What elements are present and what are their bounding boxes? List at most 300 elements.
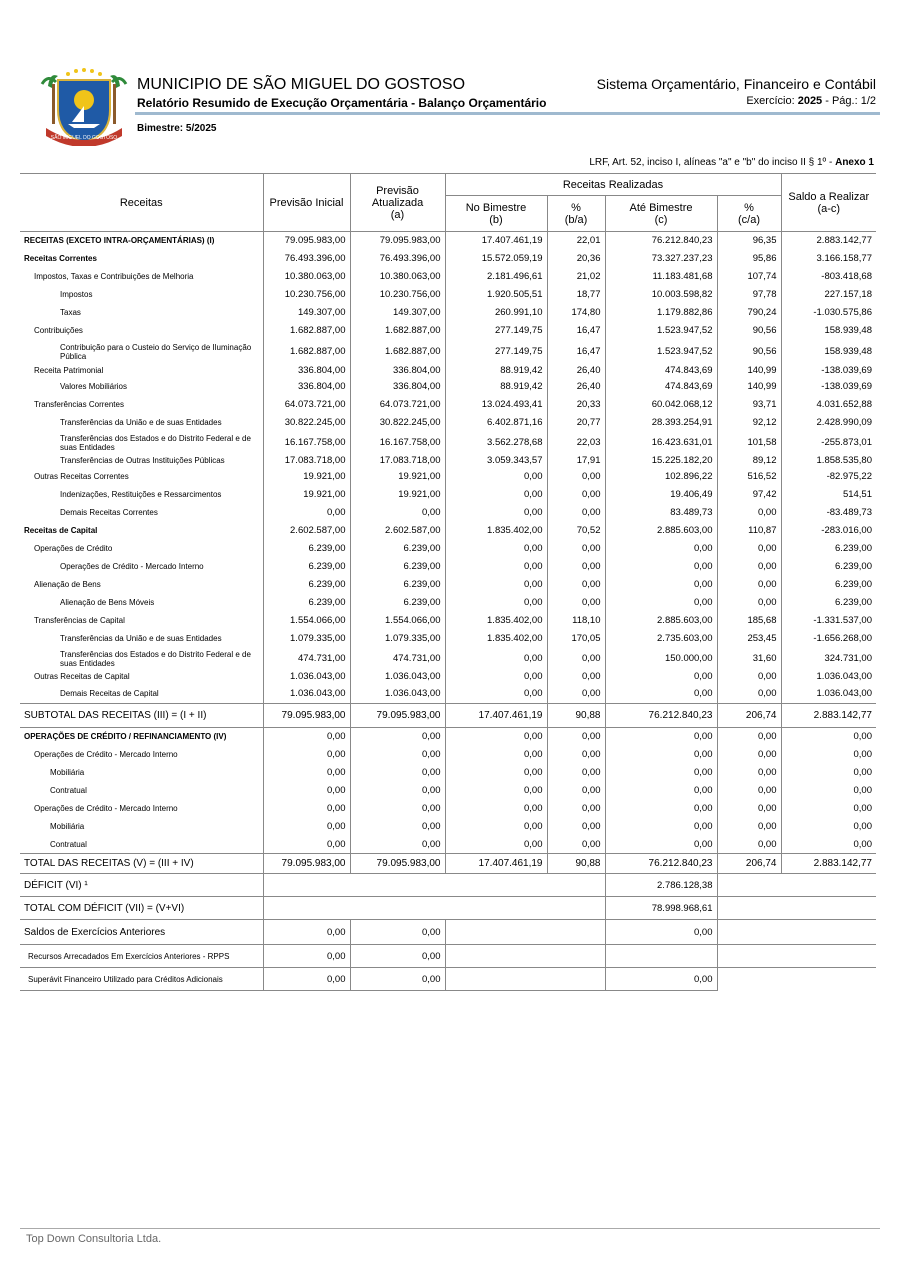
cell-pct-ba: 26,40 [547, 378, 605, 396]
cell-no-bimestre: 17.407.461,19 [445, 232, 547, 250]
table-row [20, 854, 876, 874]
table-row [20, 782, 876, 800]
row-label: Transferências dos Estados e do Distrito Federal e de suas Entidades [60, 433, 251, 452]
cell-pct-ca: 0,00 [717, 818, 781, 836]
cell-saldo: 0,00 [781, 836, 876, 854]
exercise-year: 2025 [797, 95, 823, 107]
cell-ate-bimestre: 1.179.882,86 [605, 304, 717, 322]
cell-no-bimestre: 13.024.493,41 [445, 396, 547, 414]
cell-saldo: 514,51 [781, 486, 876, 504]
cell-ate-bimestre: 11.183.481,68 [605, 268, 717, 286]
row-label: Transferências da União e de suas Entidades [60, 634, 222, 643]
cell-pct-ca: 0,00 [717, 576, 781, 594]
col-pct-ca-label: % [744, 201, 754, 214]
cell-previsao-atualizada: 10.380.063,00 [350, 268, 445, 286]
col-saldo-label: Saldo a Realizar [788, 190, 870, 203]
cell-previsao-inicial: 6.239,00 [263, 540, 350, 558]
cell-previsao-atualizada: 79.095.983,00 [350, 854, 445, 874]
cell-previsao-atualizada: 0,00 [350, 782, 445, 800]
page-indicator: - Pág.: 1/2 [822, 95, 876, 107]
col-receitas-realizadas: Receitas Realizadas [445, 174, 781, 196]
cell-saldo: 0,00 [781, 746, 876, 764]
cell-previsao-inicial: 17.083.718,00 [263, 454, 350, 468]
cell-no-bimestre: 260.991,10 [445, 304, 547, 322]
cell-previsao-atualizada: 1.682.887,00 [350, 322, 445, 340]
cell-ate-bimestre: 0,00 [605, 594, 717, 612]
cell-saldo: -803.418,68 [781, 268, 876, 286]
cell-saldo: 6.239,00 [781, 576, 876, 594]
cell-pct-ba: 90,88 [547, 704, 605, 728]
cell-no-bimestre: 0,00 [445, 728, 547, 746]
cell-pct-ca: 0,00 [717, 836, 781, 854]
cell-ate-bimestre: 0,00 [605, 728, 717, 746]
table-row [20, 268, 876, 286]
cell-saldo: -138.039,69 [781, 364, 876, 378]
cell-pct-ca: 790,24 [717, 304, 781, 322]
cell-pct-ba: 0,00 [547, 670, 605, 684]
row-label: Impostos, Taxas e Contribuições de Melhoria [34, 272, 194, 281]
cell-pct-ca: 0,00 [717, 800, 781, 818]
row-label: Mobiliária [50, 822, 85, 831]
cell-pct-ca: 90,56 [717, 322, 781, 340]
cell-previsao-atualizada: 79.095.983,00 [350, 704, 445, 728]
row-label: RECEITAS (EXCETO INTRA-ORÇAMENTÁRIAS) (I) [24, 236, 215, 246]
cell-ate-bimestre: 0,00 [605, 576, 717, 594]
cell-ate-bimestre: 0,00 [605, 670, 717, 684]
superavit-atualizada: 0,00 [350, 968, 445, 991]
table-row [20, 378, 876, 396]
row-label: Contribuições [34, 326, 83, 335]
cell-ate-bimestre: 16.423.631,01 [605, 432, 717, 454]
cell-ate-bimestre: 83.489,73 [605, 504, 717, 522]
cell-no-bimestre: 0,00 [445, 576, 547, 594]
row-label: Transferências da União e de suas Entidades [60, 418, 222, 427]
col-receitas: Receitas [20, 174, 263, 232]
col-pct-ba-label: % [571, 201, 581, 214]
cell-ate-bimestre: 2.885.603,00 [605, 612, 717, 630]
cell-previsao-atualizada: 6.239,00 [350, 540, 445, 558]
cell-previsao-atualizada: 1.554.066,00 [350, 612, 445, 630]
cell-previsao-inicial: 149.307,00 [263, 304, 350, 322]
col-previsao-inicial: Previsão Inicial [263, 174, 350, 232]
row-label: Transferências de Capital [34, 616, 125, 625]
cell-previsao-inicial: 19.921,00 [263, 468, 350, 486]
cell-previsao-inicial: 6.239,00 [263, 558, 350, 576]
budget-table [20, 173, 876, 991]
col-ate-bimestre [605, 196, 717, 232]
cell-previsao-atualizada: 1.036.043,00 [350, 670, 445, 684]
table-row [20, 800, 876, 818]
cell-previsao-atualizada: 336.804,00 [350, 378, 445, 396]
cell-pct-ba: 0,00 [547, 782, 605, 800]
cell-previsao-inicial: 6.239,00 [263, 594, 350, 612]
annex-label: Anexo 1 [835, 157, 874, 168]
cell-pct-ba: 22,03 [547, 432, 605, 454]
cell-previsao-atualizada: 6.239,00 [350, 558, 445, 576]
col-previsao-atualizada-label: Previsão Atualizada [371, 184, 424, 209]
superavit-label: Superávit Financeiro Utilizado para Créditos Adicionais [20, 968, 263, 991]
cell-pct-ca: 516,52 [717, 468, 781, 486]
cell-saldo: 2.883.142,77 [781, 232, 876, 250]
rpps-inicial: 0,00 [263, 945, 350, 968]
cell-ate-bimestre: 19.406,49 [605, 486, 717, 504]
cell-no-bimestre: 17.407.461,19 [445, 854, 547, 874]
cell-ate-bimestre: 0,00 [605, 764, 717, 782]
row-label: Receita Patrimonial [34, 366, 104, 375]
exercise-prefix: Exercício: [746, 95, 795, 107]
cell-pct-ba: 0,00 [547, 468, 605, 486]
footer-divider [20, 1228, 880, 1229]
cell-saldo: 4.031.652,88 [781, 396, 876, 414]
row-label: Outras Receitas Correntes [34, 472, 129, 481]
table-row [20, 504, 876, 522]
cell-pct-ca: 0,00 [717, 540, 781, 558]
cell-previsao-inicial: 30.822.245,00 [263, 414, 350, 432]
cell-previsao-inicial: 19.921,00 [263, 486, 350, 504]
cell-previsao-atualizada: 2.602.587,00 [350, 522, 445, 540]
cell-pct-ca: 253,45 [717, 630, 781, 648]
cell-previsao-inicial: 474.731,00 [263, 648, 350, 670]
cell-no-bimestre: 0,00 [445, 648, 547, 670]
cell-saldo: -1.331.537,00 [781, 612, 876, 630]
cell-no-bimestre: 1.835.402,00 [445, 522, 547, 540]
cell-saldo: 6.239,00 [781, 558, 876, 576]
cell-pct-ba: 16,47 [547, 322, 605, 340]
deficit-value: 2.786.128,38 [605, 874, 717, 897]
cell-previsao-atualizada: 1.036.043,00 [350, 684, 445, 704]
cell-pct-ca: 97,78 [717, 286, 781, 304]
cell-no-bimestre: 277.149,75 [445, 340, 547, 364]
cell-previsao-atualizada: 1.079.335,00 [350, 630, 445, 648]
row-label: Transferências Correntes [34, 400, 124, 409]
cell-previsao-atualizada: 30.822.245,00 [350, 414, 445, 432]
cell-pct-ca: 0,00 [717, 728, 781, 746]
col-saldo [781, 174, 876, 232]
cell-pct-ba: 170,05 [547, 630, 605, 648]
row-label: Operações de Crédito - Mercado Interno [60, 562, 204, 571]
row-label: Valores Mobiliários [60, 382, 127, 391]
table-row [20, 486, 876, 504]
cell-pct-ca: 92,12 [717, 414, 781, 432]
cell-previsao-atualizada: 0,00 [350, 728, 445, 746]
table-row [20, 684, 876, 704]
cell-previsao-inicial: 76.493.396,00 [263, 250, 350, 268]
cell-ate-bimestre: 0,00 [605, 746, 717, 764]
cell-ate-bimestre: 1.523.947,52 [605, 322, 717, 340]
cell-pct-ba: 21,02 [547, 268, 605, 286]
table-row [20, 576, 876, 594]
cell-saldo: 6.239,00 [781, 540, 876, 558]
cell-no-bimestre: 0,00 [445, 540, 547, 558]
cell-pct-ba: 20,77 [547, 414, 605, 432]
cell-pct-ba: 0,00 [547, 836, 605, 854]
row-label: Alienação de Bens [34, 580, 101, 589]
row-label: TOTAL DAS RECEITAS (V) = (III + IV) [24, 858, 194, 869]
cell-saldo: 158.939,48 [781, 322, 876, 340]
cell-previsao-inicial: 1.036.043,00 [263, 684, 350, 704]
cell-previsao-inicial: 0,00 [263, 728, 350, 746]
cell-no-bimestre: 2.181.496,61 [445, 268, 547, 286]
cell-no-bimestre: 1.920.505,51 [445, 286, 547, 304]
table-row [20, 704, 876, 728]
table-row [20, 630, 876, 648]
cell-pct-ba: 16,47 [547, 340, 605, 364]
table-row [20, 522, 876, 540]
lrf-text: LRF, Art. 52, inciso I, alíneas "a" e "b" do inciso II § 1º - [589, 157, 833, 168]
cell-previsao-atualizada: 64.073.721,00 [350, 396, 445, 414]
cell-pct-ca: 0,00 [717, 670, 781, 684]
cell-pct-ca: 31,60 [717, 648, 781, 670]
exercise-info [746, 95, 876, 107]
municipality-name: MUNICIPIO DE SÃO MIGUEL DO GOSTOSO [137, 76, 466, 93]
cell-saldo: -1.656.268,00 [781, 630, 876, 648]
cell-saldo: -283.016,00 [781, 522, 876, 540]
cell-ate-bimestre: 73.327.237,23 [605, 250, 717, 268]
cell-saldo: -82.975,22 [781, 468, 876, 486]
cell-pct-ba: 0,00 [547, 818, 605, 836]
cell-previsao-inicial: 0,00 [263, 836, 350, 854]
row-label: Mobiliária [50, 768, 85, 777]
cell-no-bimestre: 15.572.059,19 [445, 250, 547, 268]
cell-saldo: 6.239,00 [781, 594, 876, 612]
table-row [20, 764, 876, 782]
cell-no-bimestre: 0,00 [445, 468, 547, 486]
cell-pct-ba: 17,91 [547, 454, 605, 468]
cell-pct-ca: 97,42 [717, 486, 781, 504]
col-no-bimestre [445, 196, 547, 232]
cell-pct-ba: 0,00 [547, 800, 605, 818]
table-row [20, 746, 876, 764]
cell-no-bimestre: 0,00 [445, 684, 547, 704]
cell-no-bimestre: 0,00 [445, 504, 547, 522]
col-previsao-atualizada [350, 174, 445, 232]
cell-previsao-inicial: 1.079.335,00 [263, 630, 350, 648]
row-label: Taxas [60, 308, 81, 317]
cell-pct-ba: 174,80 [547, 304, 605, 322]
cell-pct-ba: 0,00 [547, 684, 605, 704]
row-label: Demais Receitas de Capital [60, 688, 159, 698]
table-row [20, 232, 876, 250]
cell-pct-ca: 0,00 [717, 764, 781, 782]
cell-pct-ca: 0,00 [717, 594, 781, 612]
cell-pct-ca: 89,12 [717, 454, 781, 468]
cell-saldo: 158.939,48 [781, 340, 876, 364]
cell-no-bimestre: 6.402.871,16 [445, 414, 547, 432]
table-row [20, 304, 876, 322]
cell-no-bimestre: 3.562.278,68 [445, 432, 547, 454]
cell-previsao-inicial: 0,00 [263, 800, 350, 818]
cell-previsao-atualizada: 10.230.756,00 [350, 286, 445, 304]
cell-no-bimestre: 0,00 [445, 782, 547, 800]
table-row [20, 468, 876, 486]
cell-previsao-atualizada: 0,00 [350, 800, 445, 818]
row-label: Contratual [50, 786, 87, 795]
row-label: Operações de Crédito - Mercado Interno [34, 804, 178, 813]
table-row [20, 594, 876, 612]
col-pct-ca-sub: (c/a) [738, 213, 760, 226]
cell-previsao-atualizada: 76.493.396,00 [350, 250, 445, 268]
saldos-ate: 0,00 [605, 920, 717, 945]
table-row [20, 454, 876, 468]
cell-pct-ca: 110,87 [717, 522, 781, 540]
cell-no-bimestre: 0,00 [445, 670, 547, 684]
cell-ate-bimestre: 60.042.068,12 [605, 396, 717, 414]
cell-ate-bimestre: 0,00 [605, 782, 717, 800]
table-row [20, 396, 876, 414]
cell-pct-ca: 95,86 [717, 250, 781, 268]
cell-ate-bimestre: 76.212.840,23 [605, 854, 717, 874]
table-row [20, 836, 876, 854]
cell-no-bimestre: 0,00 [445, 818, 547, 836]
cell-saldo: 1.036.043,00 [781, 670, 876, 684]
col-pct-ba [547, 196, 605, 232]
cell-ate-bimestre: 76.212.840,23 [605, 704, 717, 728]
cell-previsao-inicial: 10.380.063,00 [263, 268, 350, 286]
table-row [20, 558, 876, 576]
cell-ate-bimestre: 76.212.840,23 [605, 232, 717, 250]
cell-saldo: 227.157,18 [781, 286, 876, 304]
cell-pct-ca: 0,00 [717, 684, 781, 704]
cell-saldo: -255.873,01 [781, 432, 876, 454]
cell-saldo: 0,00 [781, 764, 876, 782]
table-row [20, 728, 876, 746]
cell-previsao-atualizada: 336.804,00 [350, 364, 445, 378]
cell-previsao-atualizada: 0,00 [350, 764, 445, 782]
cell-ate-bimestre: 0,00 [605, 540, 717, 558]
cell-no-bimestre: 0,00 [445, 764, 547, 782]
row-label: Transferências dos Estados e do Distrito Federal e de suas Entidades [60, 649, 251, 668]
cell-no-bimestre: 0,00 [445, 800, 547, 818]
table-row [20, 340, 876, 364]
cell-pct-ba: 0,00 [547, 486, 605, 504]
row-label: Transferências de Outras Instituições Públicas [60, 456, 225, 465]
cell-no-bimestre: 0,00 [445, 558, 547, 576]
cell-previsao-atualizada: 149.307,00 [350, 304, 445, 322]
saldos-inicial: 0,00 [263, 920, 350, 945]
cell-pct-ca: 140,99 [717, 378, 781, 396]
row-label: Operações de Crédito [34, 544, 113, 553]
cell-pct-ba: 0,00 [547, 576, 605, 594]
row-label: Demais Receitas Correntes [60, 508, 158, 517]
col-saldo-sub: (a-c) [817, 202, 841, 215]
cell-saldo: 324.731,00 [781, 648, 876, 670]
cell-pct-ca: 206,74 [717, 854, 781, 874]
cell-previsao-inicial: 0,00 [263, 764, 350, 782]
row-label: Indenizações, Restituições e Ressarcimentos [60, 490, 222, 499]
cell-pct-ca: 101,58 [717, 432, 781, 454]
cell-no-bimestre: 0,00 [445, 746, 547, 764]
cell-pct-ba: 90,88 [547, 854, 605, 874]
cell-no-bimestre: 3.059.343,57 [445, 454, 547, 468]
cell-saldo: 3.166.158,77 [781, 250, 876, 268]
superavit-ate: 0,00 [605, 968, 717, 991]
cell-previsao-inicial: 64.073.721,00 [263, 396, 350, 414]
deficit-label: DÉFICIT (VI) ¹ [24, 879, 88, 891]
cell-pct-ba: 70,52 [547, 522, 605, 540]
system-name: Sistema Orçamentário, Financeiro e Contábil [596, 76, 876, 92]
cell-no-bimestre: 1.835.402,00 [445, 612, 547, 630]
cell-pct-ba: 22,01 [547, 232, 605, 250]
cell-pct-ba: 0,00 [547, 764, 605, 782]
cell-pct-ca: 0,00 [717, 746, 781, 764]
cell-previsao-atualizada: 0,00 [350, 818, 445, 836]
cell-pct-ba: 0,00 [547, 648, 605, 670]
cell-pct-ca: 93,71 [717, 396, 781, 414]
cell-previsao-inicial: 6.239,00 [263, 576, 350, 594]
cell-saldo: 2.883.142,77 [781, 854, 876, 874]
cell-pct-ba: 20,36 [547, 250, 605, 268]
row-label: SUBTOTAL DAS RECEITAS (III) = (I + II) [24, 710, 207, 721]
rpps-atualizada: 0,00 [350, 945, 445, 968]
table-row [20, 432, 876, 454]
cell-pct-ca: 107,74 [717, 268, 781, 286]
cell-previsao-inicial: 1.682.887,00 [263, 340, 350, 364]
cell-saldo: 2.428.990,09 [781, 414, 876, 432]
cell-no-bimestre: 17.407.461,19 [445, 704, 547, 728]
table-row [20, 540, 876, 558]
cell-ate-bimestre: 1.523.947,52 [605, 340, 717, 364]
cell-ate-bimestre: 474.843,69 [605, 364, 717, 378]
cell-previsao-inicial: 2.602.587,00 [263, 522, 350, 540]
table-row [20, 818, 876, 836]
row-label: OPERAÇÕES DE CRÉDITO / REFINANCIAMENTO (IV) [24, 732, 227, 742]
saldos-atualizada: 0,00 [350, 920, 445, 945]
row-label: Contratual [50, 839, 87, 849]
row-label: Operações de Crédito - Mercado Interno [34, 750, 178, 759]
cell-saldo: -138.039,69 [781, 378, 876, 396]
cell-previsao-inicial: 10.230.756,00 [263, 286, 350, 304]
cell-pct-ca: 96,35 [717, 232, 781, 250]
cell-no-bimestre: 0,00 [445, 594, 547, 612]
cell-pct-ba: 0,00 [547, 540, 605, 558]
cell-pct-ca: 206,74 [717, 704, 781, 728]
lrf-reference [589, 157, 874, 168]
cell-pct-ca: 0,00 [717, 558, 781, 576]
cell-pct-ba: 20,33 [547, 396, 605, 414]
bimestre-label: Bimestre: 5/2025 [137, 123, 217, 134]
cell-ate-bimestre: 0,00 [605, 684, 717, 704]
cell-previsao-inicial: 336.804,00 [263, 378, 350, 396]
cell-previsao-inicial: 0,00 [263, 818, 350, 836]
cell-saldo: 1.036.043,00 [781, 684, 876, 704]
row-label: Receitas de Capital [24, 526, 98, 535]
col-pct-ba-sub: (b/a) [564, 213, 588, 226]
table-row [20, 364, 876, 378]
cell-saldo: 2.883.142,77 [781, 704, 876, 728]
cell-previsao-atualizada: 6.239,00 [350, 576, 445, 594]
cell-previsao-atualizada: 0,00 [350, 746, 445, 764]
cell-no-bimestre: 0,00 [445, 486, 547, 504]
col-no-bimestre-label: No Bimestre [465, 201, 527, 214]
cell-previsao-atualizada: 19.921,00 [350, 468, 445, 486]
row-label: Contribuição para o Custeio do Serviço de Iluminação Pública [60, 342, 252, 361]
cell-previsao-atualizada: 19.921,00 [350, 486, 445, 504]
cell-previsao-atualizada: 17.083.718,00 [350, 454, 445, 468]
row-label: Impostos [60, 290, 93, 299]
table-row [20, 670, 876, 684]
footer-company: Top Down Consultoria Ltda. [26, 1233, 162, 1245]
saldos-anteriores-label: Saldos de Exercícios Anteriores [24, 926, 166, 938]
cell-ate-bimestre: 150.000,00 [605, 648, 717, 670]
table-row [20, 250, 876, 268]
cell-ate-bimestre: 0,00 [605, 800, 717, 818]
cell-no-bimestre: 88.919,42 [445, 378, 547, 396]
cell-no-bimestre: 88.919,42 [445, 364, 547, 378]
cell-previsao-atualizada: 6.239,00 [350, 594, 445, 612]
cell-saldo: 0,00 [781, 800, 876, 818]
total-deficit-value: 78.998.968,61 [605, 897, 717, 920]
cell-ate-bimestre: 2.885.603,00 [605, 522, 717, 540]
